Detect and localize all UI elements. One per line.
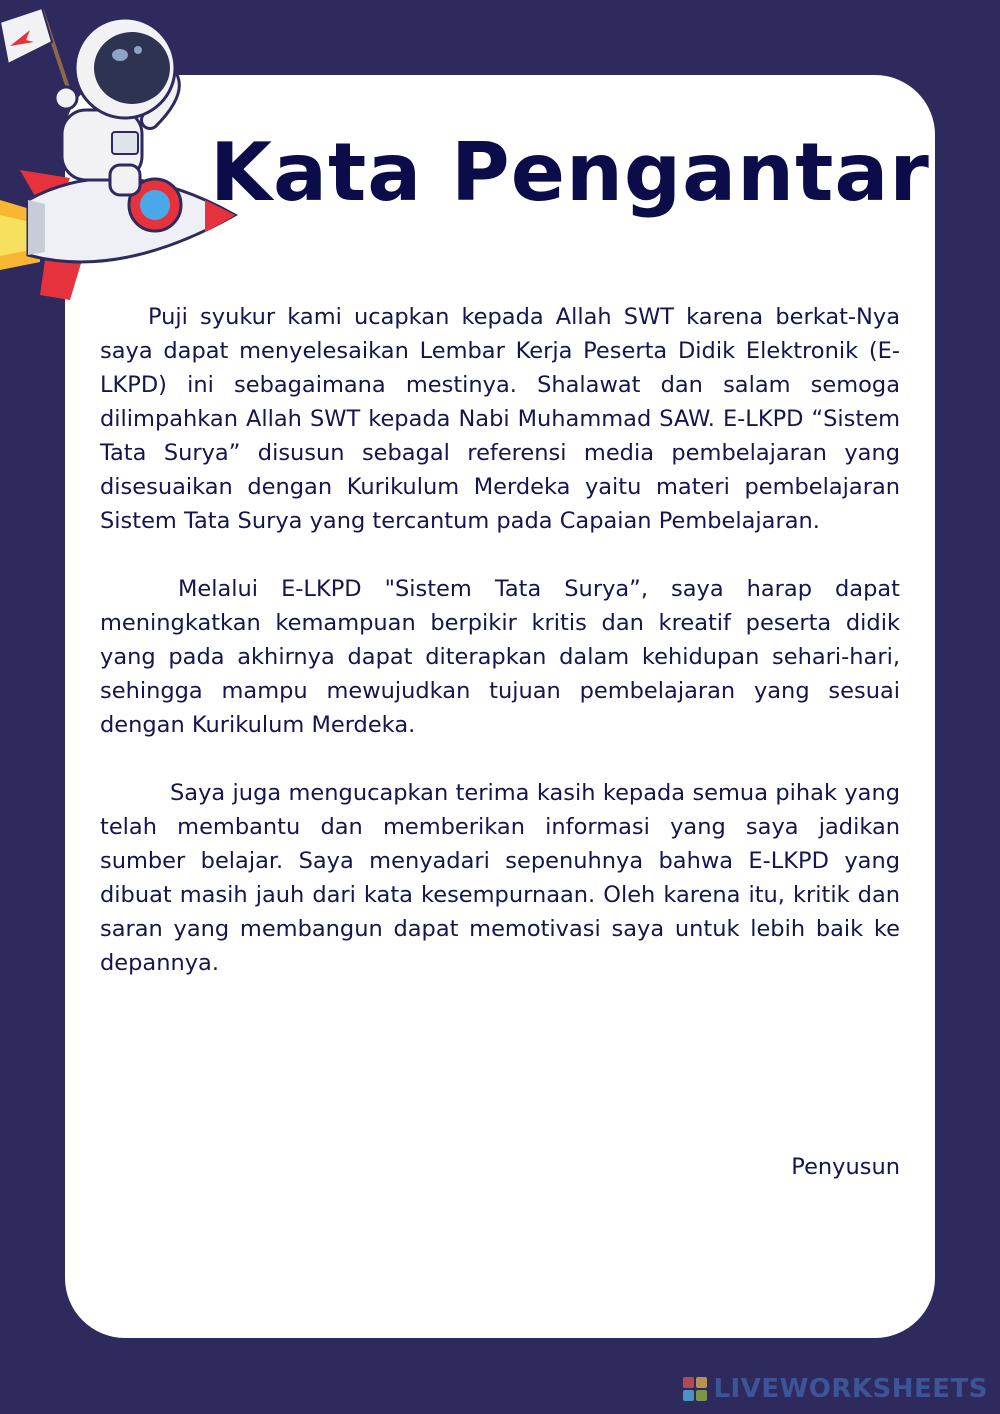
paragraph-1: Puji syukur kami ucapkan kepada Allah SWT karena berkat-Nya saya dapat menyelesaikan Lembar Kerja Peserta Didik Elektronik (E-LKPD) ini sebagaimana mestinya. Shalawat dan salam semoga dilimpahkan Allah SWT kepada Nabi Muhammad SAW. E-LKPD “Sistem Tata Surya” disusun sebagal referensi media pembelajaran yang disesuaikan dengan Kurikulum Merdeka yaitu materi pembelajaran Sistem Tata Surya yang tercantum pada Capaian Pembelajaran. bbox=[100, 304, 900, 534]
watermark-text: LIVEWORKSHEETS bbox=[713, 1374, 988, 1404]
paragraph-3: Saya juga mengucapkan terima kasih kepada semua pihak yang telah membantu dan memberikan informasi yang saya jadikan sumber belajar. Saya menyadari sepenuhnya bahwa E-LKPD yang dibuat masih jauh dari kata kesempurnaan. Oleh karena itu, kritik dan saran yang membangun dapat memotivasi saya untuk lebih baik ke depannya. bbox=[100, 780, 900, 976]
page-title: Kata Pengantar bbox=[210, 126, 930, 219]
body-text bbox=[100, 300, 900, 1014]
watermark bbox=[683, 1372, 988, 1406]
liveworksheets-logo-icon bbox=[683, 1377, 707, 1401]
paragraph-2: Melalui E-LKPD "Sistem Tata Surya”, saya harap dapat meningkatkan kemampuan berpikir kritis dan kreatif peserta didik yang pada akhirnya dapat diterapkan dalam kehidupan sehari-hari, sehingga mampu mewujudkan tujuan pembelajaran yang sesuai dengan Kurikulum Merdeka. bbox=[100, 576, 900, 738]
signature: Penyusun bbox=[791, 1154, 900, 1180]
